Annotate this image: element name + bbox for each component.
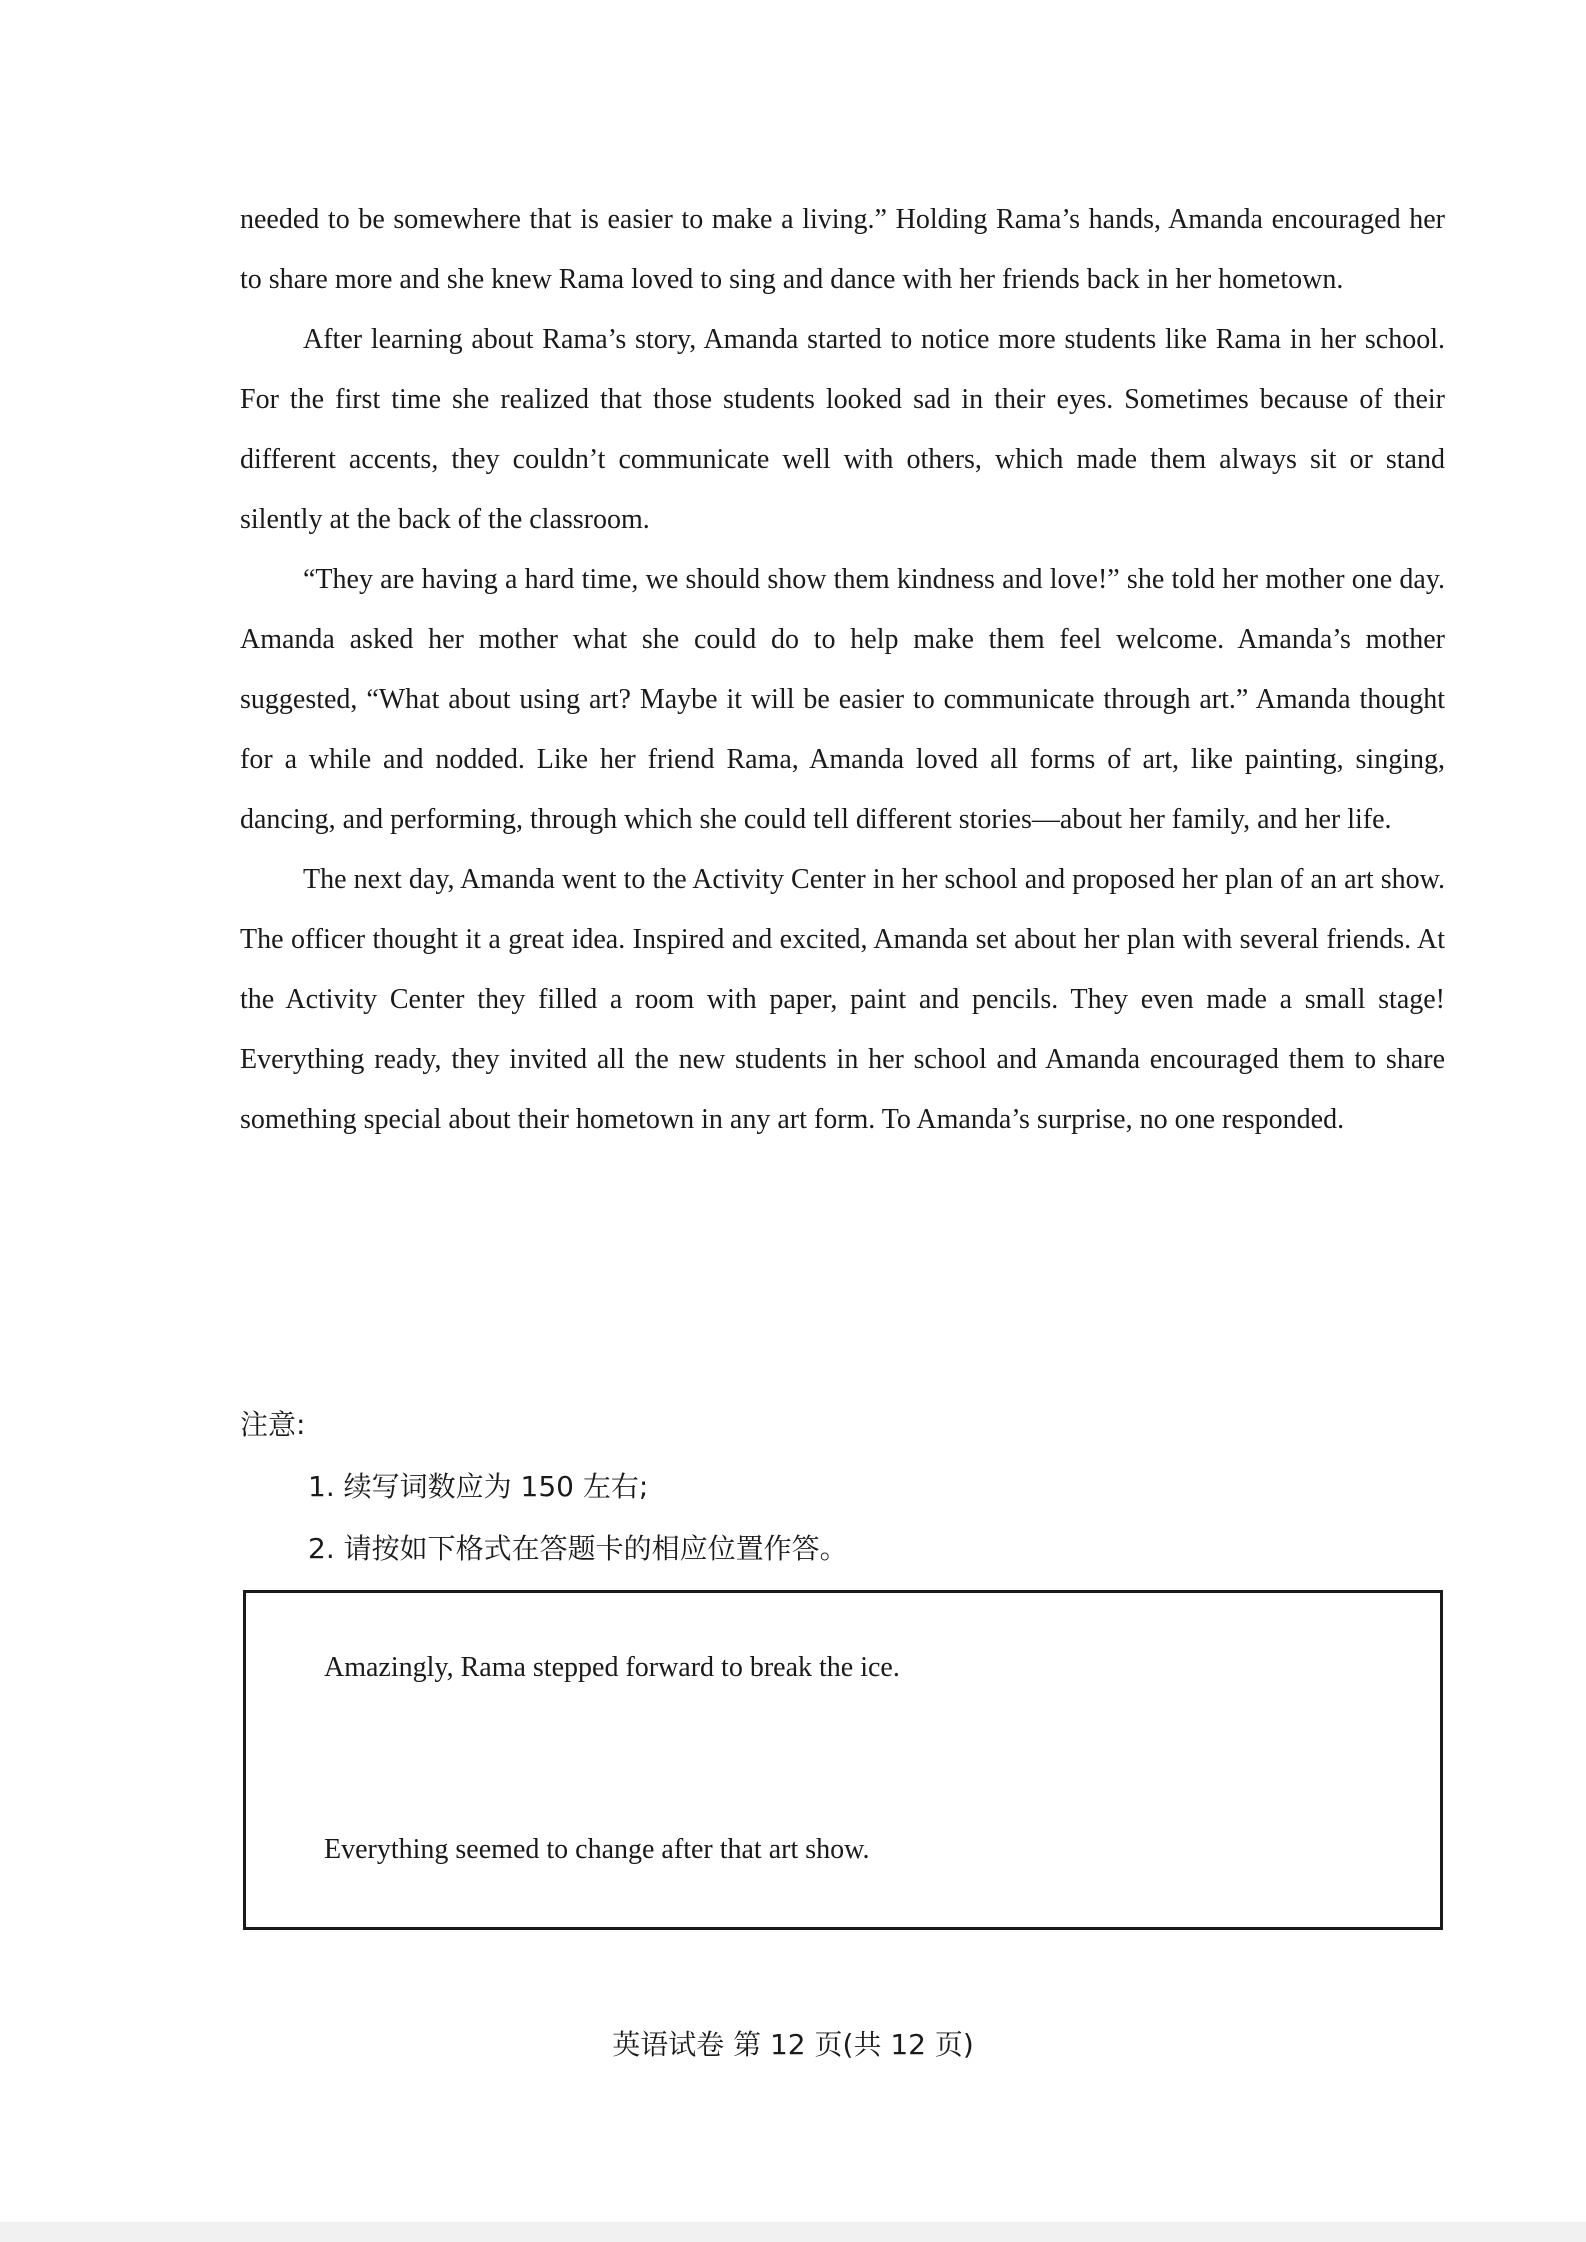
passage-paragraph-1: needed to be somewhere that is easier to make a living.” Holding Rama’s hands, Amanda encouraged her to share more and she knew Rama loved to sing and dance with her friends back in her hometown. — [240, 204, 1445, 295]
answer-prompt-1: Amazingly, Rama stepped forward to break the ice. — [324, 1652, 900, 1683]
instructions-title: 注意: — [240, 1408, 306, 1441]
passage-paragraph-3: “They are having a hard time, we should show them kindness and love!” she told her mother one day. Amanda asked her mother what she could do to help make them feel welcome. Amanda’s mother suggested, “What about using art? Maybe it will be easier to communicate through art.” Amanda thought for a while and nodded. Like her friend Rama, Amanda loved all forms of art, like painting, singing, dancing, and performing, through which she could tell different stories—about her family, and her life. — [240, 564, 1445, 835]
instruction-item-2: 2. 请按如下格式在答题卡的相应位置作答。 — [308, 1532, 848, 1565]
answer-prompt-2: Everything seemed to change after that art show. — [324, 1834, 870, 1865]
reading-passage — [240, 190, 1445, 1150]
passage-paragraph-2: After learning about Rama’s story, Amanda started to notice more students like Rama in her school. For the first time she realized that those students looked sad in their eyes. Sometimes because of their different accents, they couldn’t communicate well with others, which made them always sit or stand silently at the back of the classroom. — [240, 324, 1445, 535]
answer-format-box — [243, 1590, 1443, 1930]
passage-paragraph-4: The next day, Amanda went to the Activity Center in her school and proposed her plan of an art show. The officer thought it a great idea. Inspired and excited, Amanda set about her plan with several friends. At the Activity Center they filled a room with paper, paint and pencils. They even made a small stage! Everything ready, they invited all the new students in her school and Amanda encouraged them to share something special about their hometown in any art form. To Amanda’s surprise, no one responded. — [240, 864, 1445, 1135]
instruction-item-1: 1. 续写词数应为 150 左右; — [308, 1470, 649, 1503]
scan-edge — [0, 2222, 1586, 2242]
page-footer: 英语试卷 第 12 页(共 12 页) — [612, 2028, 974, 2061]
